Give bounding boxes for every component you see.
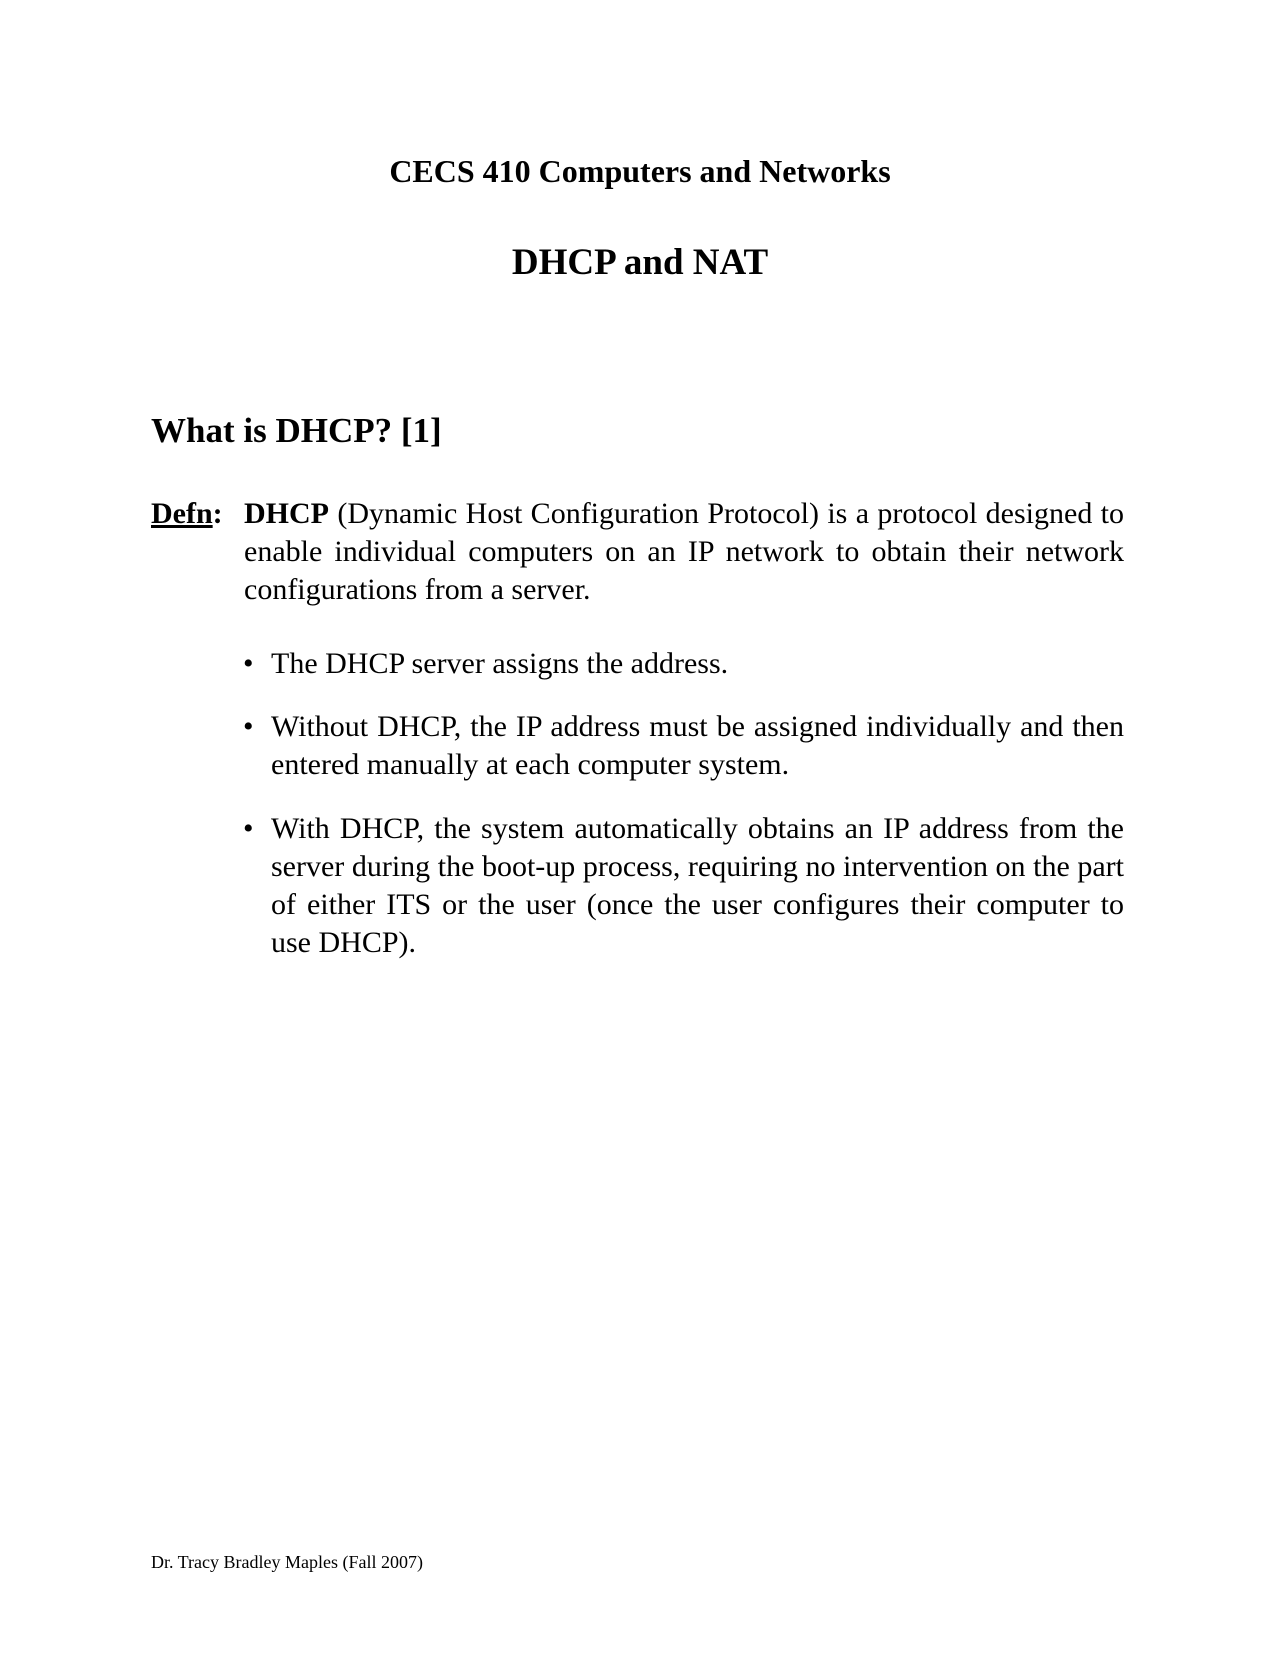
bullet-list: [243, 645, 1124, 987]
list-item: [243, 645, 1124, 683]
bullet-text: Without DHCP, the IP address must be assigned individually and then entered manually at each computer system.: [271, 710, 1124, 781]
definition-body: (Dynamic Host Configuration Protocol) is a protocol designed to enable individual computers on an IP network to obtain their network configurations from a server.: [244, 497, 1125, 606]
definition-label-colon: :: [212, 497, 223, 530]
definition-text: [244, 495, 1124, 609]
list-item: [243, 810, 1124, 962]
document-title: DHCP and NAT: [511, 242, 769, 283]
bullet-text: The DHCP server assigns the address.: [271, 647, 729, 680]
definition-label-text: Defn: [151, 497, 213, 530]
bullet-marker: •: [243, 812, 254, 845]
bullet-marker: •: [243, 710, 254, 743]
section-heading: What is DHCP? [1]: [151, 411, 442, 450]
footer-author: Dr. Tracy Bradley Maples (Fall 2007): [151, 1552, 423, 1572]
course-title: CECS 410 Computers and Networks: [389, 153, 891, 189]
definition-block: [151, 495, 1124, 609]
definition-term: DHCP: [244, 497, 329, 530]
definition-label: [151, 495, 223, 533]
list-item: [243, 708, 1124, 784]
bullet-text: With DHCP, the system automatically obtains an IP address from the server during the boot-up process, requiring no intervention on the part of either ITS or the user (once the user configures their computer to use DHCP).: [271, 812, 1124, 959]
bullet-marker: •: [243, 647, 254, 680]
